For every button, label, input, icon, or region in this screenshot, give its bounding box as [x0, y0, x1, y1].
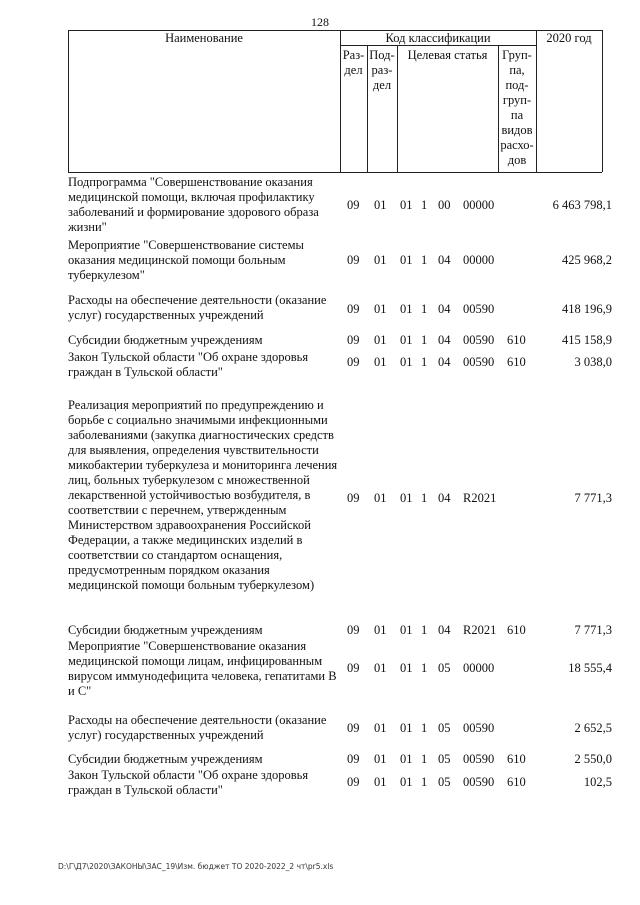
file-path-footer: D:\Г\Д7\2020\ЗАКОНЫ\ЗАС_19\Изм. бюджет ТО 2020-2022_2 чт\pr5.xls — [58, 862, 334, 871]
row-name: Реализация мероприятий по предупреждению и борьбе с социально значимыми инфекционными заболеваниями (закупка диагностических средств для выявления, определения чувствительности микобактерии туберкулеза и мониторинга лечения лиц, больных туберкулезом с множественной лекарственной устойчивостью возбудителя, в соответствии с перечнем, утвержденным Министерством здравоохранения Российской Федерации, а также медицинских изделий в соответствии со стандартом оснащения, предусмотренным порядком оказания медицинской помощи больным туберкулезом) — [68, 398, 338, 592]
row-amount: 2 550,0 — [574, 752, 612, 766]
row-target-direction: 00590 — [463, 302, 495, 316]
row-target-program: 01 — [400, 198, 413, 212]
row-target-subprogram: 1 — [421, 302, 428, 316]
row-subsection: 01 — [374, 253, 387, 267]
row-section: 09 — [347, 491, 360, 505]
header-section: Раз- дел — [342, 48, 365, 77]
row-target-program: 01 — [400, 355, 413, 369]
row-target-subprogram: 1 — [421, 491, 428, 505]
row-target-event: 04 — [438, 623, 451, 637]
row-target-direction: 00590 — [463, 333, 495, 347]
row-section: 09 — [347, 752, 360, 766]
row-target-subprogram: 1 — [421, 752, 428, 766]
row-target-event: 04 — [438, 355, 451, 369]
row-target-subprogram: 1 — [421, 333, 428, 347]
row-name: Субсидии бюджетным учреждениям — [68, 623, 263, 637]
row-target-subprogram: 1 — [421, 198, 428, 212]
row-target-direction: 00000 — [463, 253, 495, 267]
row-target-event: 05 — [438, 661, 451, 675]
row-section: 09 — [347, 623, 360, 637]
row-target-subprogram: 1 — [421, 661, 428, 675]
row-amount: 7 771,3 — [574, 491, 612, 505]
row-name: Мероприятие "Совершенствование системы оказания медицинской помощи больным туберкулезом" — [68, 238, 304, 282]
row-target-program: 01 — [400, 775, 413, 789]
row-expense-type: 610 — [507, 333, 526, 347]
row-section: 09 — [347, 775, 360, 789]
row-target-program: 01 — [400, 333, 413, 347]
row-target-program: 01 — [400, 661, 413, 675]
row-target-subprogram: 1 — [421, 721, 428, 735]
row-name: Закон Тульской области "Об охране здоровья граждан в Тульской области" — [68, 350, 309, 379]
row-section: 09 — [347, 302, 360, 316]
header-classification: Код классификации — [385, 31, 491, 45]
row-amount: 18 555,4 — [568, 661, 612, 675]
header-subsection: Под- раз- дел — [369, 48, 395, 92]
header-name: Наименование — [165, 31, 243, 45]
row-target-program: 01 — [400, 721, 413, 735]
header-expense-group: Груп- па, под- груп- па видов расхо- дов — [500, 48, 534, 167]
row-target-program: 01 — [400, 491, 413, 505]
row-target-event: 05 — [438, 775, 451, 789]
row-subsection: 01 — [374, 302, 387, 316]
row-section: 09 — [347, 721, 360, 735]
row-target-subprogram: 1 — [421, 355, 428, 369]
row-target-direction: 00590 — [463, 355, 495, 369]
row-target-direction: 00000 — [463, 198, 495, 212]
row-subsection: 01 — [374, 775, 387, 789]
row-name: Расходы на обеспечение деятельности (оказание услуг) государственных учреждений — [68, 713, 327, 742]
row-target-program: 01 — [400, 253, 413, 267]
row-expense-type: 610 — [507, 623, 526, 637]
row-subsection: 01 — [374, 333, 387, 347]
row-subsection: 01 — [374, 355, 387, 369]
row-target-subprogram: 1 — [421, 775, 428, 789]
page-number: 128 — [311, 15, 329, 29]
row-expense-type: 610 — [507, 752, 526, 766]
row-subsection: 01 — [374, 721, 387, 735]
row-target-event: 04 — [438, 491, 451, 505]
row-subsection: 01 — [374, 752, 387, 766]
row-target-event: 04 — [438, 302, 451, 316]
row-name: Подпрограмма "Совершенствование оказания медицинской помощи, включая профилактику заболеваний и формирование здорового образа жизни" — [68, 175, 319, 234]
row-amount: 425 968,2 — [562, 253, 612, 267]
row-expense-type: 610 — [507, 355, 526, 369]
row-expense-type: 610 — [507, 775, 526, 789]
row-target-direction: R2021 — [463, 491, 497, 505]
row-target-direction: R2021 — [463, 623, 497, 637]
header-target-article: Целевая статья — [407, 48, 488, 62]
row-target-program: 01 — [400, 302, 413, 316]
row-name: Закон Тульской области "Об охране здоровья граждан в Тульской области" — [68, 768, 309, 797]
row-name: Субсидии бюджетным учреждениям — [68, 752, 263, 766]
row-target-event: 04 — [438, 333, 451, 347]
row-section: 09 — [347, 355, 360, 369]
row-amount: 7 771,3 — [574, 623, 612, 637]
row-amount: 415 158,9 — [562, 333, 612, 347]
row-target-event: 05 — [438, 721, 451, 735]
row-section: 09 — [347, 333, 360, 347]
row-name: Субсидии бюджетным учреждениям — [68, 333, 263, 347]
row-target-event: 05 — [438, 752, 451, 766]
row-target-program: 01 — [400, 623, 413, 637]
row-target-subprogram: 1 — [421, 623, 428, 637]
row-target-direction: 00590 — [463, 752, 495, 766]
row-section: 09 — [347, 198, 360, 212]
row-amount: 418 196,9 — [562, 302, 612, 316]
row-subsection: 01 — [374, 198, 387, 212]
row-amount: 102,5 — [583, 775, 612, 789]
row-target-direction: 00590 — [463, 721, 495, 735]
row-target-event: 04 — [438, 253, 451, 267]
row-target-subprogram: 1 — [421, 253, 428, 267]
row-section: 09 — [347, 253, 360, 267]
row-target-direction: 00590 — [463, 775, 495, 789]
row-subsection: 01 — [374, 491, 387, 505]
row-subsection: 01 — [374, 623, 387, 637]
row-name: Расходы на обеспечение деятельности (оказание услуг) государственных учреждений — [68, 293, 327, 322]
row-target-program: 01 — [400, 752, 413, 766]
row-amount: 3 038,0 — [574, 355, 612, 369]
row-target-direction: 00000 — [463, 661, 495, 675]
row-subsection: 01 — [374, 661, 387, 675]
row-amount: 2 652,5 — [574, 721, 612, 735]
header-year: 2020 год — [546, 31, 592, 45]
row-section: 09 — [347, 661, 360, 675]
row-amount: 6 463 798,1 — [552, 198, 612, 212]
row-target-event: 00 — [438, 198, 451, 212]
row-name: Мероприятие "Совершенствование оказания медицинской помощи лицам, инфицированным вирусом иммунодефицита человека, гепатитами В и С" — [68, 639, 337, 698]
